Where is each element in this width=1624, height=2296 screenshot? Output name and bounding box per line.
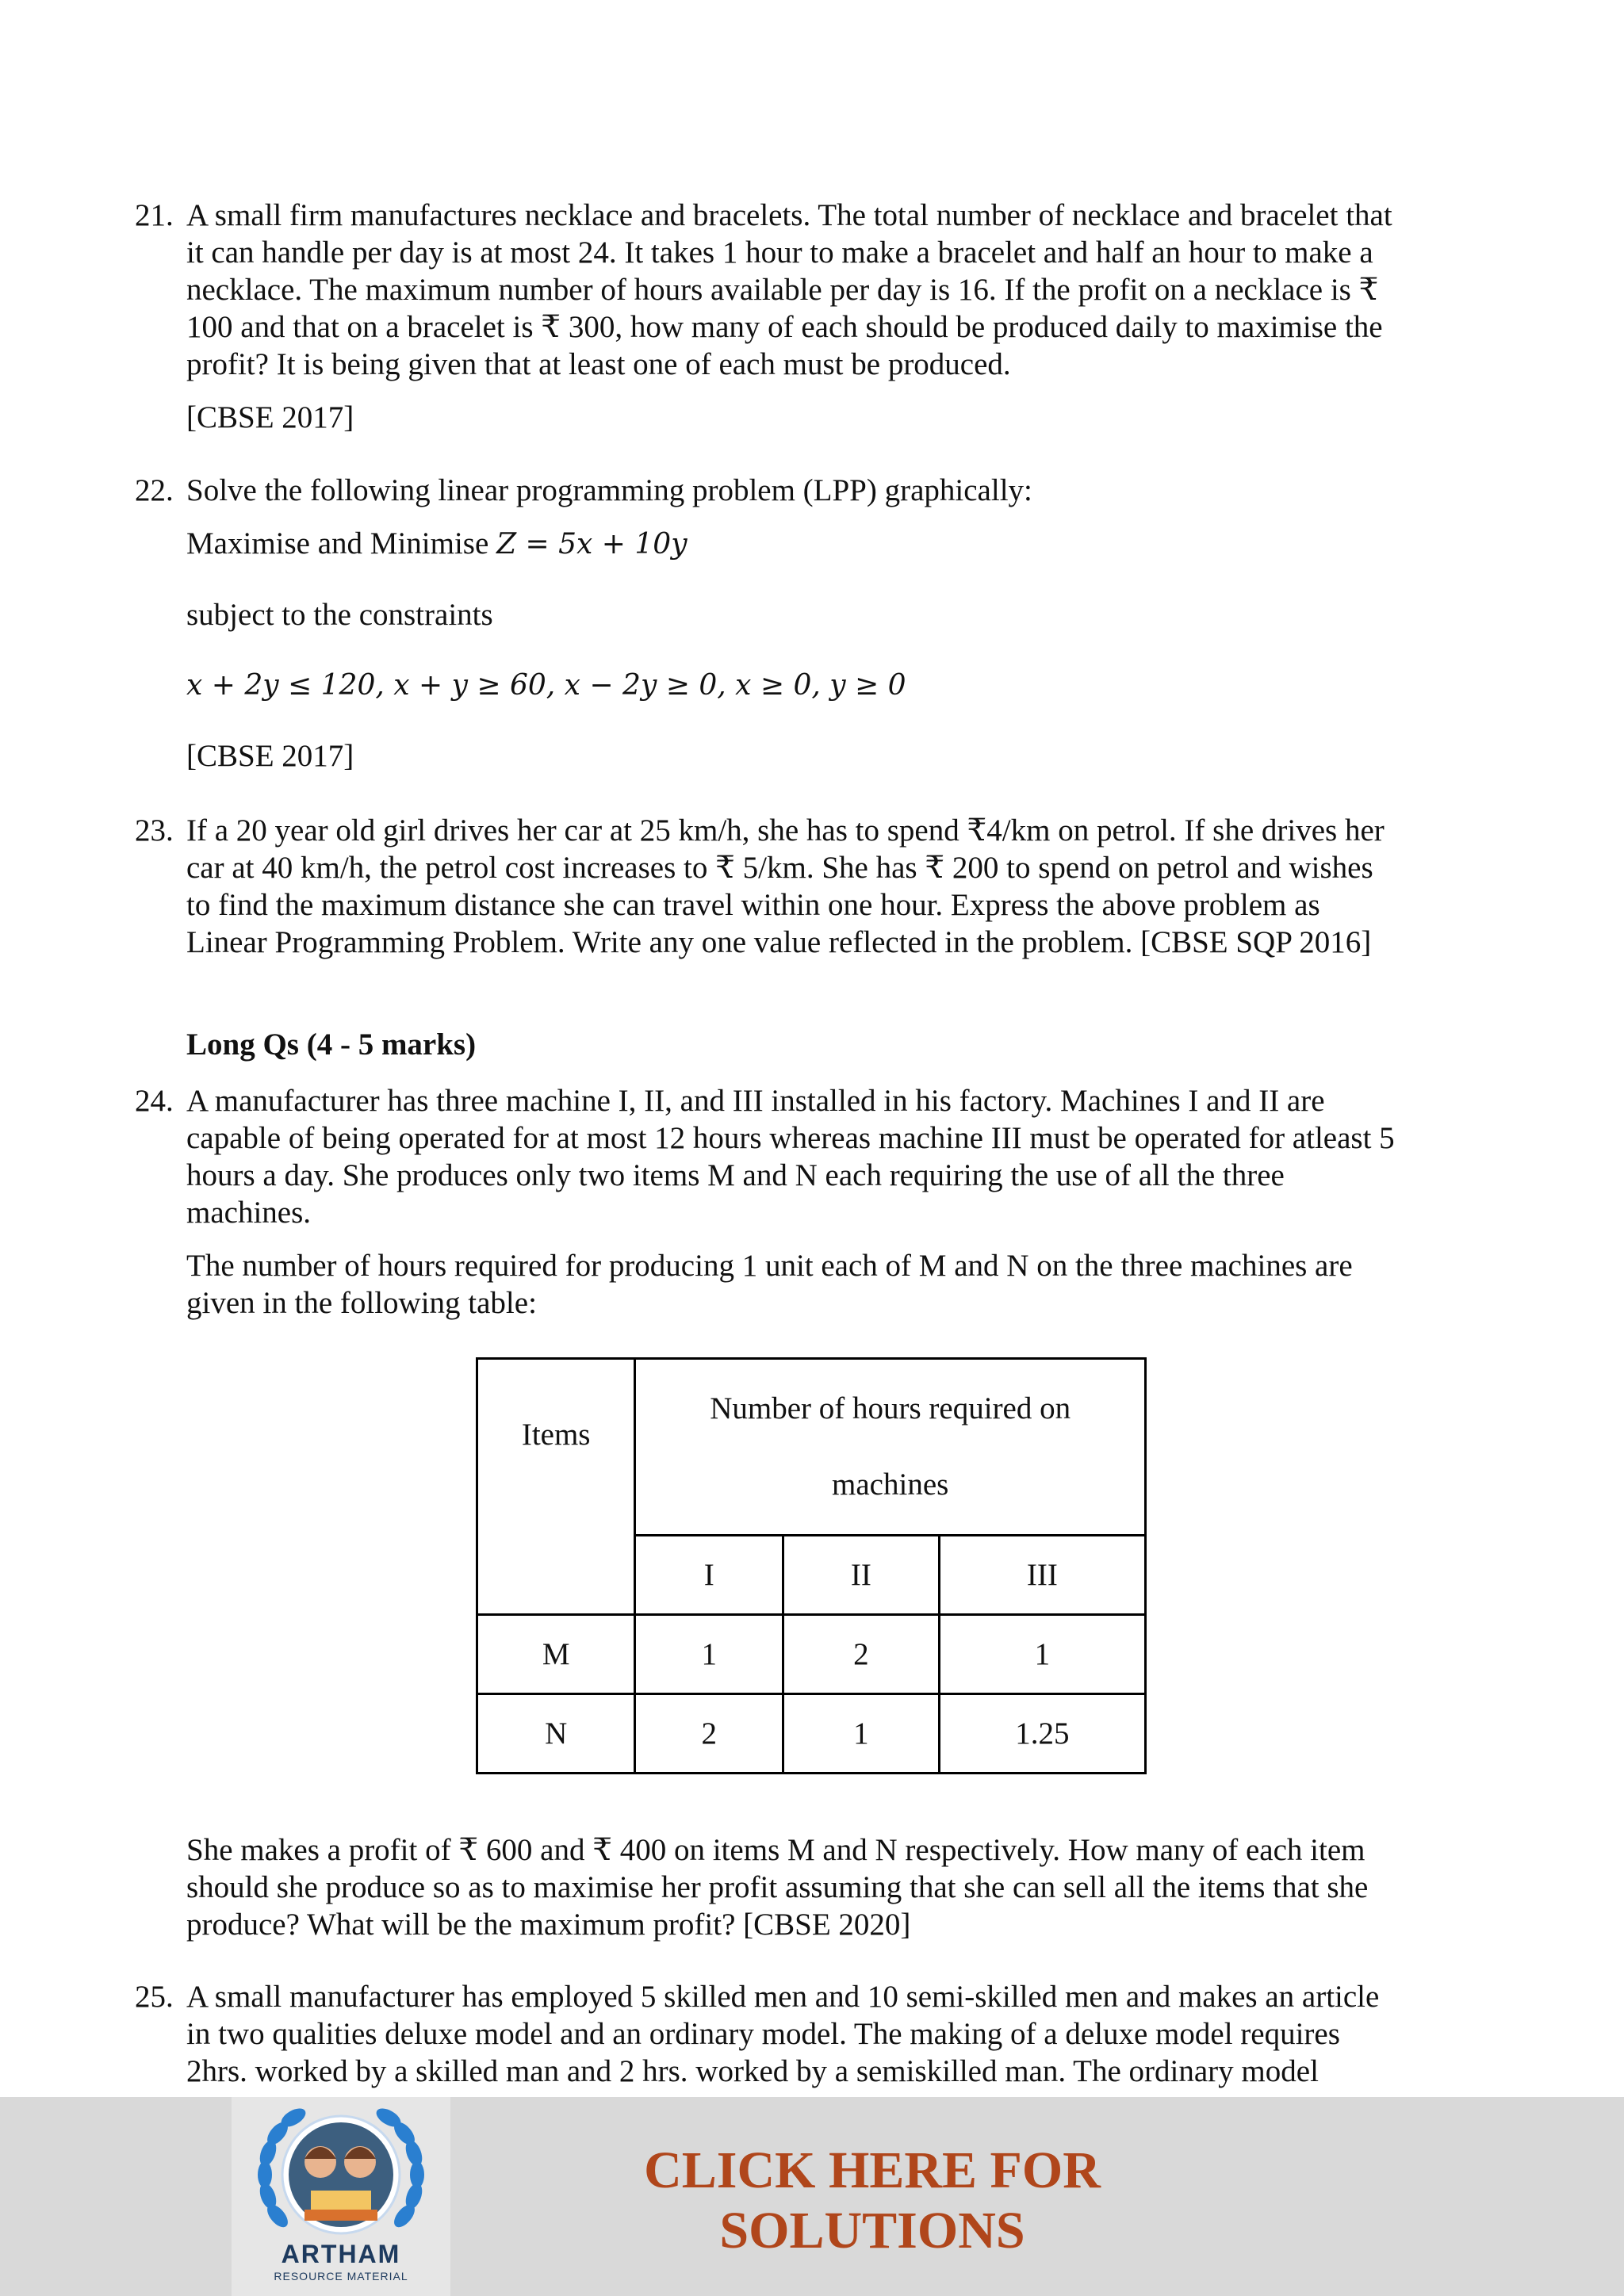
table-cell: 1.25 <box>939 1694 1145 1774</box>
question-line: it can handle per day is at most 24. It takes 1 hour to make a bracelet and half an hour to make a <box>186 235 1373 270</box>
objective-prefix: Maximise and Minimise <box>186 526 497 561</box>
cta-line[interactable]: CLICK HERE FOR <box>644 2141 1101 2199</box>
logo-subtitle: RESOURCE MATERIAL <box>274 2270 408 2283</box>
table-header-row <box>477 1359 1146 1536</box>
question-number: 22. <box>135 473 174 507</box>
constraints: x + 2y ≤ 120, x + y ≥ 60, x − 2y ≥ 0, x ≥ 0, y ≥ 0 <box>186 669 906 702</box>
group-header <box>635 1359 1146 1536</box>
question-line: 2hrs. worked by a skilled man and 2 hrs. worked by a semiskilled man. The ordinary model <box>186 2054 1319 2088</box>
question-line: A small manufacturer has employed 5 skilled men and 10 semi-skilled men and makes an article <box>186 1980 1380 2014</box>
objective-line <box>186 525 1483 563</box>
question-24 <box>135 1082 1483 1322</box>
question-line: in two qualities deluxe model and an ordinary model. The making of a deluxe model requires <box>186 2017 1340 2051</box>
question-line: necklace. The maximum number of hours available per day is 16. If the profit on a necklace is ₹ <box>186 273 1379 307</box>
constraints-heading: subject to the constraints <box>186 598 493 632</box>
table-intro-line: The number of hours required for producing 1 unit each of M and N on the three machines are <box>186 1249 1353 1283</box>
question-intro: Solve the following linear programming problem (LPP) graphically: <box>186 473 1032 507</box>
table-cell: 2 <box>783 1615 940 1694</box>
table-cell: 1 <box>939 1615 1145 1694</box>
laurel-wreath-icon <box>232 2097 450 2248</box>
question-25 <box>135 1978 1483 2090</box>
question-23 <box>135 812 1483 961</box>
question-line: produce? What will be the maximum profit? [CBSE 2020] <box>186 1908 911 1942</box>
question-number: 21. <box>135 198 174 232</box>
question-number: 25. <box>135 1980 174 2014</box>
logo-title: ARTHAM <box>281 2240 401 2268</box>
section-heading: Long Qs (4 - 5 marks) <box>186 1027 477 1062</box>
artham-logo <box>232 2097 450 2296</box>
question-line: hours a day. She produces only two items M and N each requiring the use of all the three <box>186 1158 1285 1192</box>
question-line: If a 20 year old girl drives her car at 25 km/h, she has to spend ₹4/km on petrol. If she drives her <box>186 813 1385 848</box>
solutions-link[interactable] <box>571 2141 1174 2261</box>
table-cell: 1 <box>635 1615 783 1694</box>
question-line: 100 and that on a bracelet is ₹ 300, how many of each should be produced daily to maximise the <box>186 310 1383 344</box>
question-24-continued <box>135 1831 1483 1943</box>
group-header-line: machines <box>832 1468 949 1502</box>
question-21 <box>135 197 1483 436</box>
question-number: 24. <box>135 1084 174 1118</box>
question-22 <box>135 472 1483 775</box>
question-line: to find the maximum distance she can travel within one hour. Express the above problem as <box>186 888 1320 922</box>
question-line: machines. <box>186 1196 312 1230</box>
table-row <box>477 1694 1146 1774</box>
question-line: profit? It is being given that at least one of each must be produced. <box>186 347 1011 381</box>
question-line: A manufacturer has three machine I, II, and III installed in his factory. Machines I and II are <box>186 1084 1325 1118</box>
question-source: [CBSE 2017] <box>186 739 354 773</box>
column-header: III <box>939 1536 1145 1615</box>
question-line: should she produce so as to maximise her profit assuming that she can sell all the items that she <box>186 1870 1369 1904</box>
footer-banner[interactable] <box>0 2097 1624 2296</box>
question-line: She makes a profit of ₹ 600 and ₹ 400 on items M and N respectively. How many of each item <box>186 1833 1365 1867</box>
question-number: 23. <box>135 813 174 848</box>
question-line: car at 40 km/h, the petrol cost increases to ₹ 5/km. She has ₹ 200 to spend on petrol and wishes <box>186 851 1373 885</box>
cta-line[interactable]: SOLUTIONS <box>719 2202 1025 2260</box>
group-header-line: Number of hours required on <box>710 1391 1071 1425</box>
objective-function: Z = 5x + 10y <box>496 528 688 561</box>
table-cell-item: M <box>477 1615 635 1694</box>
machine-hours-table <box>476 1357 1147 1774</box>
column-header: I <box>635 1536 783 1615</box>
question-line: capable of being operated for at most 12 hours whereas machine III must be operated for atleast 5 <box>186 1121 1395 1155</box>
table-cell: 1 <box>783 1694 940 1774</box>
column-header: II <box>783 1536 940 1615</box>
table-cell: 2 <box>635 1694 783 1774</box>
table-cell-item: N <box>477 1694 635 1774</box>
items-header: Items <box>477 1359 635 1615</box>
question-source: [CBSE 2017] <box>186 400 354 434</box>
question-line: A small firm manufactures necklace and bracelets. The total number of necklace and bracelet that <box>186 198 1392 232</box>
table-intro-line: given in the following table: <box>186 1286 537 1320</box>
table-row <box>477 1615 1146 1694</box>
question-line: Linear Programming Problem. Write any one value reflected in the problem. [CBSE SQP 2016] <box>186 925 1372 959</box>
